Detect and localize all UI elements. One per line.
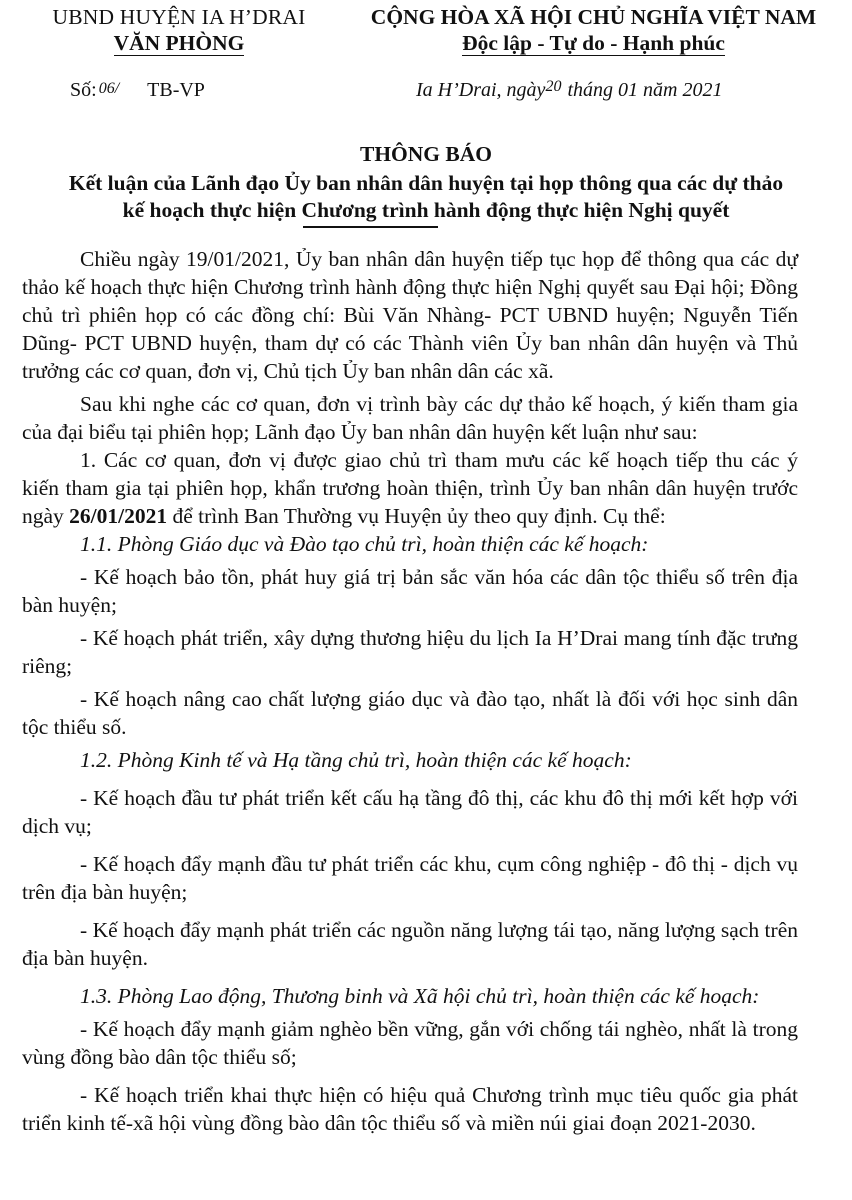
section-heading-1-1: 1.1. Phòng Giáo dục và Đào tạo chủ trì, hoàn thiện các kế hoạch: bbox=[80, 532, 649, 556]
document-title: THÔNG BÁO bbox=[359, 142, 492, 166]
country-name: CỘNG HÒA XÃ HỘI CHỦ NGHĨA VIỆT NAM bbox=[370, 5, 817, 29]
title-underline bbox=[303, 226, 438, 228]
deadline-date: 26/01/2021 bbox=[69, 504, 168, 528]
motto bbox=[462, 30, 725, 56]
item-1-text-b: để trình Ban Thường vụ Huyện ủy theo quy định. Cụ thể: bbox=[167, 504, 666, 528]
list-item: - Kế hoạch đẩy mạnh giảm nghèo bền vững, gắn với chống tái nghèo, nhất là trong vùng đồng bào dân tộc thiểu số; bbox=[22, 1017, 798, 1069]
list-item: - Kế hoạch triển khai thực hiện có hiệu quả Chương trình mục tiêu quốc gia phát triển kinh tế-xã hội vùng đồng bào dân tộc thiểu số và miền núi giai đoạn 2021-2030. bbox=[22, 1083, 798, 1135]
paragraph-conclusion-intro: Sau khi nghe các cơ quan, đơn vị trình bày các dự thảo kế hoạch, ý kiến tham gia của đại biểu tại phiên họp; Lãnh đạo Ủy ban nhân dân huyện kết luận như sau: bbox=[22, 392, 798, 444]
motto-text: Độc lập - Tự do - Hạnh phúc bbox=[462, 31, 725, 55]
section-heading-1-3: 1.3. Phòng Lao động, Thương binh và Xã hội chủ trì, hoàn thiện các kế hoạch: bbox=[80, 984, 760, 1008]
paragraph-meeting: Chiều ngày 19/01/2021, Ủy ban nhân dân huyện tiếp tục họp để thông qua các dự thảo kế hoạch thực hiện Chương trình hành động thực hiện Nghị quyết sau Đại hội; Đồng chủ trì phiên họp có các đồng chí: Bùi Văn Nhàng- PCT UBND huyện; Nguyễn Tiến Dũng- PCT UBND huyện, tham dự có các Thành viên Ủy ban nhân dân huyện và Thủ trưởng các cơ quan, đơn vị, Chủ tịch Ủy ban nhân dân các xã. bbox=[22, 247, 798, 383]
issuer-org: UBND HUYỆN IA H’DRAI bbox=[52, 5, 306, 29]
list-item: - Kế hoạch đầu tư phát triển kết cấu hạ tầng đô thị, các khu đô thị mới kết hợp với dịch vụ; bbox=[22, 786, 798, 838]
document-date bbox=[416, 79, 722, 102]
issuer-underline bbox=[114, 55, 245, 57]
date-place: Ia H’Drai, ngày bbox=[416, 79, 546, 101]
document-number bbox=[70, 79, 205, 102]
list-item: - Kế hoạch đẩy mạnh phát triển các nguồn năng lượng tái tạo, năng lượng sạch trên địa bàn huyện. bbox=[22, 918, 798, 970]
paragraph-item-1 bbox=[22, 446, 798, 530]
number-value: 06/ bbox=[98, 80, 120, 97]
document-subject-line-2: kế hoạch thực hiện Chương trình hành động thực hiện Nghị quyết bbox=[122, 198, 730, 222]
list-item: - Kế hoạch đẩy mạnh đầu tư phát triển các khu, cụm công nghiệp - đô thị - dịch vụ trên địa bàn huyện; bbox=[22, 852, 798, 904]
date-rest: tháng 01 năm 2021 bbox=[567, 79, 723, 101]
document-body bbox=[22, 245, 798, 1137]
motto-underline bbox=[462, 55, 725, 57]
number-suffix: TB-VP bbox=[147, 79, 205, 101]
issuer-unit bbox=[114, 30, 245, 56]
date-day: 20 bbox=[545, 78, 562, 95]
list-item: - Kế hoạch nâng cao chất lượng giáo dục và đào tạo, nhất là đối với học sinh dân tộc thiểu số. bbox=[22, 687, 798, 739]
section-heading-1-2: 1.2. Phòng Kinh tế và Hạ tầng chủ trì, hoàn thiện các kế hoạch: bbox=[80, 748, 632, 772]
issuer-unit-text: VĂN PHÒNG bbox=[113, 31, 245, 55]
list-item: - Kế hoạch phát triển, xây dựng thương hiệu du lịch Ia H’Drai mang tính đặc trưng riêng; bbox=[22, 626, 798, 678]
number-label: Số: bbox=[70, 79, 97, 101]
list-item: - Kế hoạch bảo tồn, phát huy giá trị bản sắc văn hóa các dân tộc thiểu số trên địa bàn huyện; bbox=[22, 565, 798, 617]
item-1-text-a: 1. Các cơ quan, đơn vị được giao chủ trì tham mưu các kế hoạch tiếp thu các ý kiến tham gia tại phiên họp, khẩn trương hoàn thiện, trình Ủy ban nhân dân huyện trước ngày bbox=[22, 448, 798, 528]
document-subject-line-1: Kết luận của Lãnh đạo Ủy ban nhân dân huyện tại họp thông qua các dự thảo bbox=[68, 171, 784, 195]
issuer-block bbox=[14, 4, 344, 56]
national-heading bbox=[335, 4, 852, 56]
